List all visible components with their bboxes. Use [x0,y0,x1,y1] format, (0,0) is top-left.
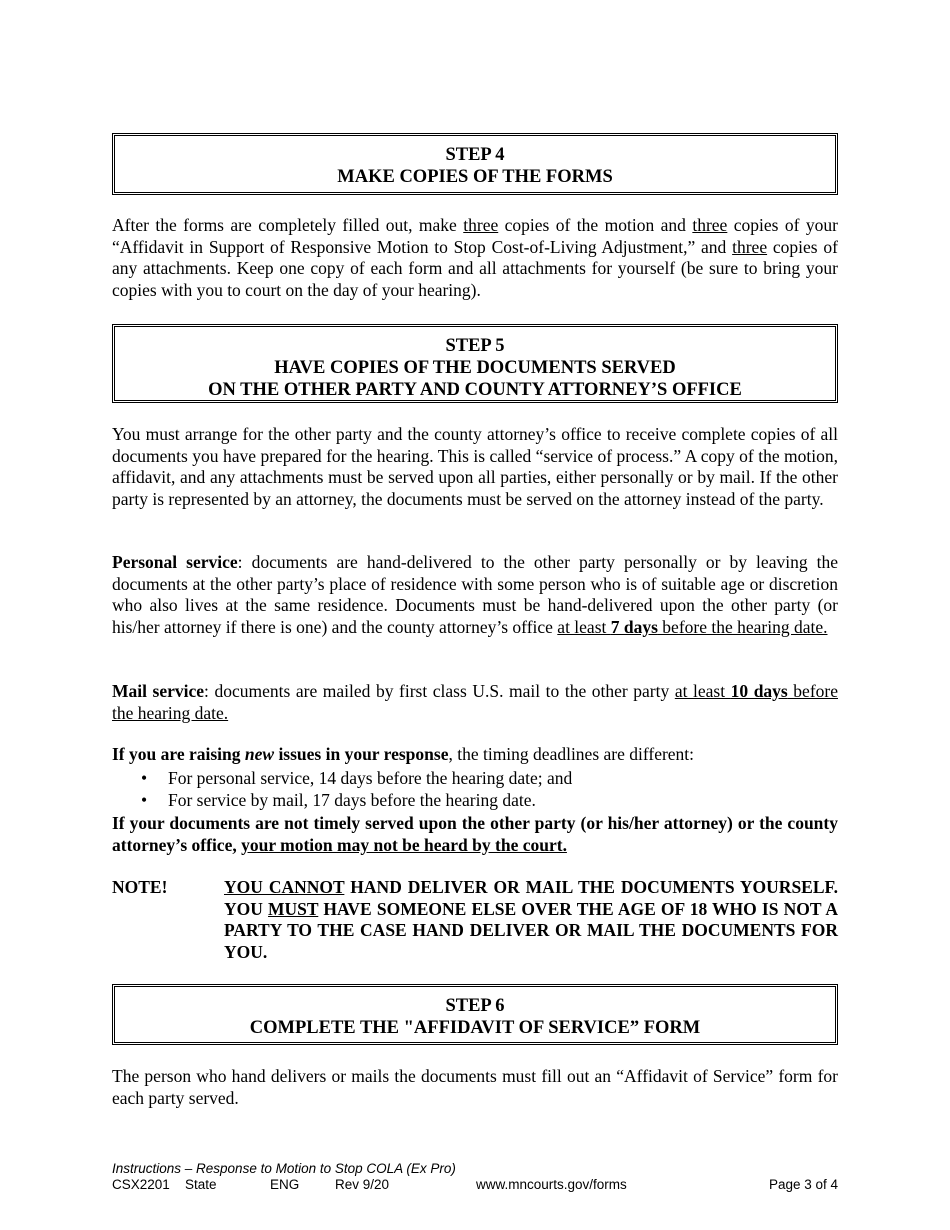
personal-service-label: Personal service [112,552,238,572]
note-block [112,877,838,963]
step-5-heading: STEP 5 [445,336,505,356]
text-run: at least [674,681,731,701]
form-code: CSX2201 [112,1177,170,1192]
revision: Rev 9/20 [335,1177,390,1192]
text-run: : documents are mailed by first class U.S. mail to the other party [204,681,675,701]
deadline-days: 7 days [610,616,658,637]
step-4-box [112,133,838,195]
emphasis-new: new [244,744,275,764]
language: ENG [270,1177,300,1192]
text-run: HAND DELIVER OR MAIL THE DOCUMENTS YOURSELF. YOU [224,877,838,919]
mail-service-label: Mail service [112,681,205,701]
footer-meta-row [112,1177,838,1193]
page-number: Page 3 of 4 [768,1177,838,1192]
list-item-text: For service by mail, 17 days before the hearing date. [168,790,536,810]
note-label: NOTE! [112,877,168,897]
step-5-title-line-2: ON THE OTHER PARTY AND COUNTY ATTORNEY’S OFFICE [208,380,742,400]
bullet-icon: • [141,768,148,788]
step-4-title: MAKE COPIES OF THE FORMS [337,167,613,187]
list-item-text: For personal service, 14 days before the hearing date; and [168,768,573,788]
underlined-three: three [692,215,728,235]
text-run: copies of any attachments. Keep one copy of each form and all attachments for yourself (be sure to bring your copies with you to court on the day of your hearing). [112,236,838,300]
note-text [224,877,838,963]
deadline-bullet-list [112,767,838,811]
new-issues-paragraph [112,744,838,766]
underlined-three: three [463,215,499,235]
step-5-box [112,324,838,403]
personal-service-paragraph [112,552,838,638]
step-6-paragraph: The person who hand delivers or mails the documents must fill out an “Affidavit of Service” form for each party served. [112,1066,838,1108]
service-warning-paragraph [112,813,838,856]
text-run: If your documents are not timely served upon the other party (or his/her attorney) or the county attorney’s office, [112,813,838,855]
list-item [112,789,838,811]
mail-service-paragraph [112,681,838,724]
jurisdiction: State [185,1177,217,1192]
step-6-title: COMPLETE THE "AFFIDAVIT OF SERVICE” FORM [249,1018,701,1038]
text-run: HAVE SOMEONE ELSE OVER THE AGE OF 18 WHO IS NOT A PARTY TO THE CASE HAND DELIVER OR MAIL THE DOCUMENTS FOR YOU. [224,898,838,962]
service-intro-paragraph: You must arrange for the other party and the county attorney’s office to receive complete copies of all documents you have prepared for the hearing. This is called “service of process.” A copy of the motion, affidavit, and any attachments must be served upon all parties, either personally or by mail. If the other party is represented by an attorney, the documents must be served on the attorney instead of the party. [112,424,838,509]
text-run: : documents are hand-delivered to the other party personally or by leaving the documents at the other party’s place of residence with some person who is of suitable age or discretion who also lives at the same residence. Documents must be hand-delivered upon the other party (or his/her attorney if there is one) and the county attorney’s office [112,552,838,637]
step-4-paragraph [112,215,838,301]
page-footer [112,1161,838,1193]
step-6-heading: STEP 6 [445,996,505,1016]
personal-service-deadline [557,617,827,637]
text-run: After the forms are completely filled out, make [112,215,464,235]
text-run: copies of the motion and [498,215,693,235]
warning-underlined: your motion may not be heard by the court. [241,834,567,855]
step-5-title-line-1: HAVE COPIES OF THE DOCUMENTS SERVED [274,358,676,378]
bullet-icon: • [141,790,148,810]
note-underlined: YOU CANNOT [224,877,345,897]
text-run: If you are raising [112,744,245,764]
text-run: issues in your response [274,744,449,764]
footer-title: Instructions – Response to Motion to Stop COLA (Ex Pro) [112,1161,456,1176]
note-underlined: MUST [268,898,319,919]
underlined-three: three [732,236,768,257]
step-4-heading: STEP 4 [445,145,505,165]
deadline-days: 10 days [730,681,788,701]
text-run: copies of your “Affidavit in Support of Responsive Motion to Stop Cost-of-Living Adjustment,” and [112,215,838,257]
step-6-box [112,984,838,1045]
text-run: before the hearing date. [112,681,838,723]
text-run: before the hearing date. [657,616,828,637]
website-link[interactable]: www.mncourts.gov/forms [476,1177,627,1192]
text-run: at least [557,616,611,637]
text-run: , the timing deadlines are different: [448,744,695,764]
list-item [112,767,838,789]
